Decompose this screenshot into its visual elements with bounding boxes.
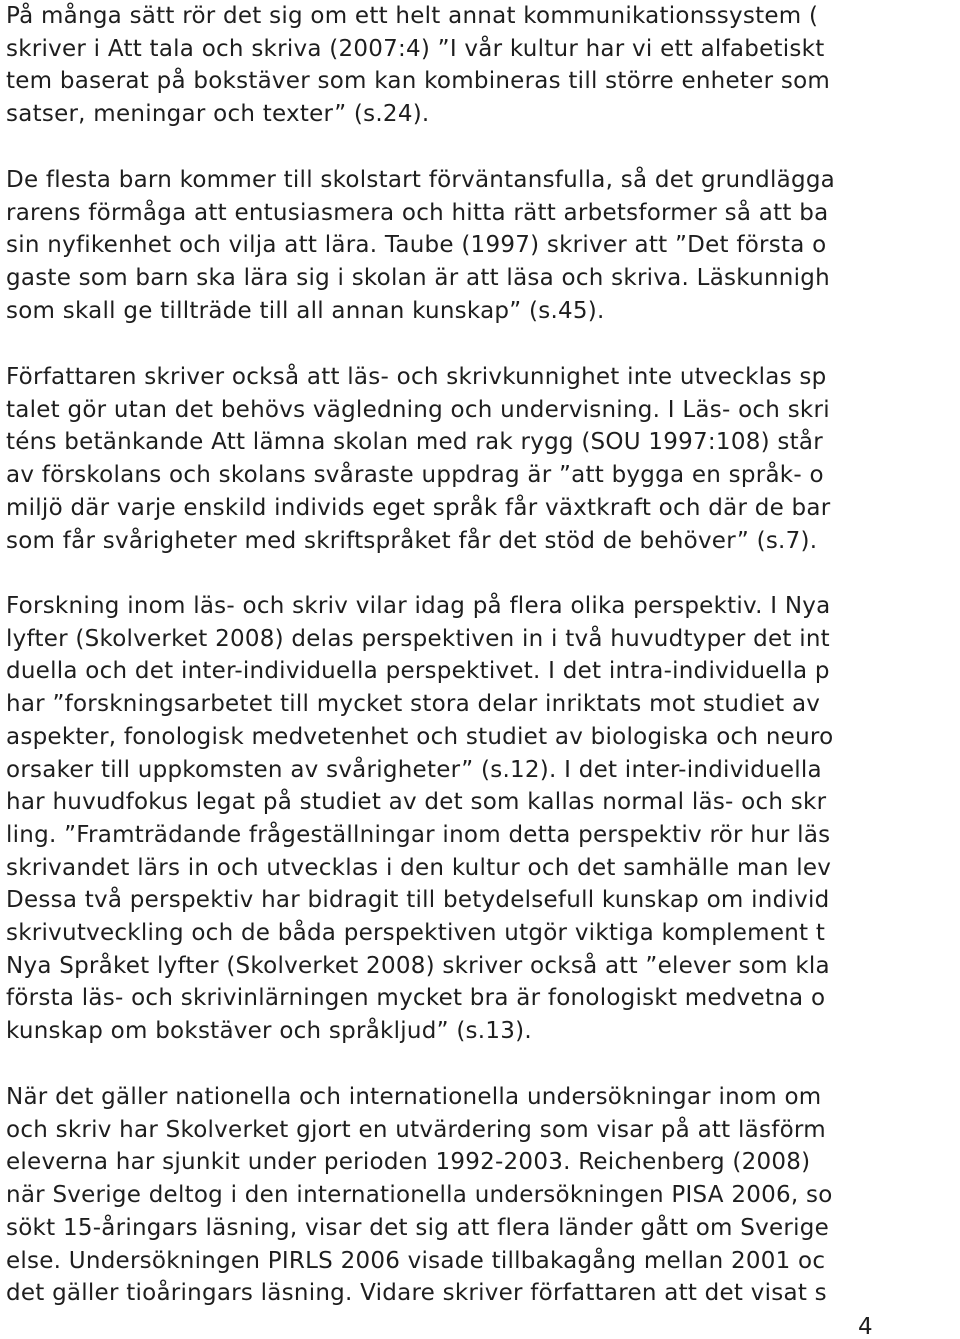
text-line: téns betänkande Att lämna skolan med rak rygg (SOU 1997:108) står	[6, 429, 823, 456]
text-line: Forskning inom läs- och skriv vilar idag på flera olika perspektiv. I Nya	[6, 593, 831, 619]
paragraph-national-surveys	[6, 1081, 833, 1310]
text-line: som skall ge tillträde till all annan kunskap” (s.45).	[6, 297, 605, 324]
text-line: När det gäller nationella och internationella undersökningar inom om	[6, 1084, 822, 1110]
text-line: duella och det inter-individuella perspektivet. I det intra-individuella p	[6, 658, 830, 685]
text-line: det gäller tioåringars läsning. Vidare skriver författaren att det visat s	[6, 1280, 827, 1307]
paragraph-writing-systems	[6, 0, 830, 131]
text-line: rarens förmåga att entusiasmera och hitta rätt arbetsformer så att ba	[6, 199, 829, 226]
text-line: lyfter (Skolverket 2008) delas perspektiven in i två huvudtyper det int	[6, 625, 830, 652]
paragraph-school-start	[6, 164, 835, 328]
text-line: första läs- och skrivinlärningen mycket bra är fonologiskt medvetna o	[6, 985, 826, 1012]
page-number: 4	[858, 1314, 873, 1339]
text-line: som får svårigheter med skriftspråket får det stöd de behöver” (s.7).	[6, 527, 818, 554]
text-line: else. Undersökningen PIRLS 2006 visade tillbakagång mellan 2001 oc	[6, 1247, 826, 1274]
text-line: sin nyfikenhet och vilja att lära. Taube (1997) skriver att ”Det första o	[6, 232, 827, 259]
text-line: På många sätt rör det sig om ett helt annat kommunikationssystem (	[6, 3, 819, 29]
text-line: skrivandet lärs in och utvecklas i den kultur och det samhälle man lev	[6, 854, 832, 881]
text-line: talet gör utan det behövs vägledning och undervisning. I Läs- och skri	[6, 396, 830, 423]
text-line: aspekter, fonologisk medvetenhet och studiet av biologiska och neuro	[6, 723, 834, 750]
text-line: miljö där varje enskild individs eget språk får växtkraft och där de bar	[6, 494, 831, 521]
text-line: orsaker till uppkomsten av svårigheter” (s.12). I det inter-individuella	[6, 756, 822, 783]
paragraph-research-perspectives	[6, 590, 833, 1048]
text-line: Författaren skriver också att läs- och skrivkunnighet inte utvecklas sp	[6, 364, 827, 390]
text-line: har ”forskningsarbetet till mycket stora delar inriktats mot studiet av	[6, 691, 821, 718]
text-line: De flesta barn kommer till skolstart förväntansfulla, så det grundlägga	[6, 167, 836, 193]
text-line: sökt 15-åringars läsning, visar det sig att flera länder gått om Sverige	[6, 1214, 829, 1241]
text-line: och skriv har Skolverket gjort en utvärdering som visar på att läsförm	[6, 1116, 826, 1143]
text-line: skrivutveckling och de båda perspektiven utgör viktiga komplement t	[6, 920, 826, 947]
text-line: när Sverige deltog i den internationella undersökningen PISA 2006, so	[6, 1182, 833, 1209]
text-line: ling. ”Framträdande frågeställningar inom detta perspektiv rör hur läs	[6, 821, 831, 848]
text-line: kunskap om bokstäver och språkljud” (s.13).	[6, 1018, 532, 1045]
paragraph-literacy-guidance	[6, 361, 830, 557]
text-line: av förskolans och skolans svåraste uppdrag är ”att bygga en språk- o	[6, 462, 824, 489]
text-line: satser, meningar och texter” (s.24).	[6, 101, 430, 128]
text-line: gaste som barn ska lära sig i skolan är att läsa och skriva. Läskunnigh	[6, 265, 830, 292]
text-line: har huvudfokus legat på studiet av det som kallas normal läs- och skr	[6, 789, 827, 816]
text-line: eleverna har sjunkit under perioden 1992-2003. Reichenberg (2008)	[6, 1149, 811, 1176]
text-line: skriver i Att tala och skriva (2007:4) ”I vår kultur har vi ett alfabetiskt	[6, 35, 825, 62]
text-line: Dessa två perspektiv har bidragit till betydelsefull kunskap om individ	[6, 887, 830, 914]
text-line: Nya Språket lyfter (Skolverket 2008) skriver också att ”elever som kla	[6, 952, 830, 979]
text-line: tem baserat på bokstäver som kan kombineras till större enheter som	[6, 68, 831, 95]
